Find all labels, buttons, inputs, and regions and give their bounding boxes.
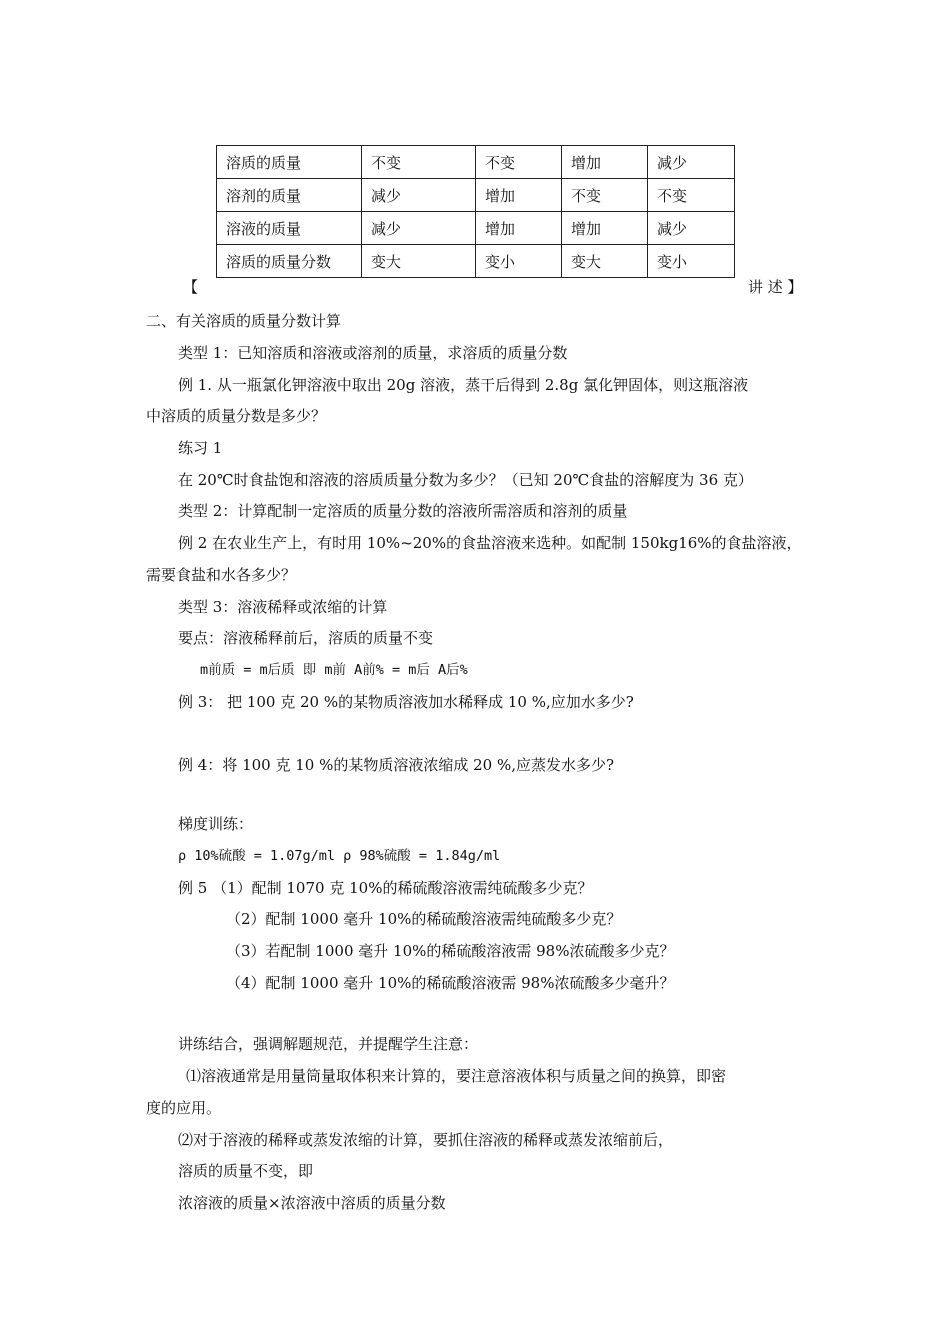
table-cell: 不变 [648,179,735,212]
key-point: 要点：溶液稀释前后，溶质的质量不变 [178,629,434,647]
table-cell: 增加 [562,146,648,179]
table-cell: 不变 [476,146,562,179]
bracket-right: 讲 述 】 [748,278,803,296]
type2-heading: 类型 2：计算配制一定溶质的质量分数的溶液所需溶质和溶剂的质量 [178,502,628,520]
table-cell: 减少 [362,179,476,212]
gradient-training-heading: 梯度训练： [178,815,254,833]
practice1-heading: 练习 1 [178,439,223,457]
table-cell: 不变 [562,179,648,212]
table-cell: 变小 [476,245,562,278]
type3-heading: 类型 3：溶液稀释或浓缩的计算 [178,598,388,616]
note2-line3: 浓溶液的质量×浓溶液中溶质的质量分数 [178,1194,446,1212]
table-row [217,179,735,212]
table-cell: 增加 [476,179,562,212]
table-cell: 增加 [562,212,648,245]
summary-line: 讲练结合，强调解题规范，并提醒学生注意： [178,1035,479,1053]
table-cell: 变大 [562,245,648,278]
table-cell: 溶质的质量 [217,146,362,179]
example2-line1: 例 2 在农业生产上，有时用 10%~20%的食盐溶液来选种。如配制 150kg16%的食盐溶液， [178,534,802,552]
example5-part1: 例 5 （1）配制 1070 克 10%的稀硫酸溶液需纯硫酸多少克？ [178,879,593,897]
bracket-left: 【 [183,278,199,296]
table-cell: 减少 [648,146,735,179]
example3: 例 3： 把 100 克 20 %的某物质溶液加水稀释成 10 %,应加水多少? [178,693,634,711]
dilution-formula: m前质 = m后质 即 m前 A前% = m后 A后% [200,662,468,678]
table-cell: 变小 [648,245,735,278]
note1-line1: ⑴溶液通常是用量筒量取体积来计算的，要注意溶液体积与质量之间的换算，即密 [186,1067,727,1085]
table-cell: 增加 [476,212,562,245]
table-row [217,212,735,245]
table-cell: 不变 [362,146,476,179]
example1-line2: 中溶质的质量分数是多少？ [146,407,327,425]
type1-heading: 类型 1：已知溶质和溶液或溶剂的质量，求溶质的质量分数 [178,344,568,362]
solution-change-table [216,145,735,278]
example5-part3: （3）若配制 1000 毫升 10%的稀硫酸溶液需 98%浓硫酸多少克？ [226,942,675,960]
section-title: 二、有关溶质的质量分数计算 [146,312,342,330]
table-cell: 减少 [648,212,735,245]
example2-line2: 需要食盐和水各多少？ [146,566,297,584]
table-cell: 溶剂的质量 [217,179,362,212]
table-cell: 溶质的质量分数 [217,245,362,278]
note2-line2: 溶质的质量不变，即 [178,1162,314,1180]
table-row [217,245,735,278]
example4: 例 4：将 100 克 10 %的某物质溶液浓缩成 20 %,应蒸发水多少? [178,756,615,774]
table-cell: 变大 [362,245,476,278]
example1-line1: 例 1. 从一瓶氯化钾溶液中取出 20g 溶液，蒸干后得到 2.8g 氯化钾固体，则这瓶溶液 [178,376,749,394]
note2-line1: ⑵对于溶液的稀释或蒸发浓缩的计算，要抓住溶液的稀释或蒸发浓缩前后， [178,1131,674,1149]
density-values: ρ 10%硫酸 = 1.07g/ml ρ 98%硫酸 = 1.84g/ml [178,848,501,864]
table-cell: 溶液的质量 [217,212,362,245]
example5-part4: （4）配制 1000 毫升 10%的稀硫酸溶液需 98%浓硫酸多少毫升？ [226,974,675,992]
note1-line2: 度的应用。 [146,1099,222,1117]
table-cell: 减少 [362,212,476,245]
table-row [217,146,735,179]
practice1-question: 在 20℃时食盐饱和溶液的溶质质量分数为多少？（已知 20℃食盐的溶解度为 36 克） [178,471,753,489]
example5-part2: （2）配制 1000 毫升 10%的稀硫酸溶液需纯硫酸多少克？ [226,910,622,928]
